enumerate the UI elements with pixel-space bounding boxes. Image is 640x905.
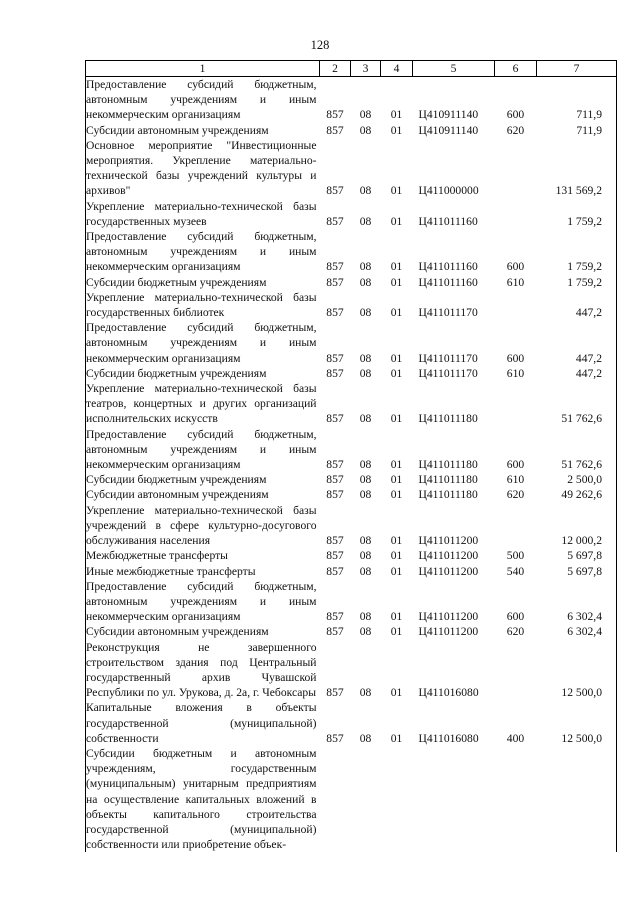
table-row	[86, 746, 617, 852]
row-description: Реконструкция не завершенного строительством здания под Центральный государственный архив Чувашской Республики по ул. Урукова, д. 2а, г. Чебоксары	[86, 640, 317, 700]
section-code: 08	[359, 610, 372, 624]
section-code: 08	[359, 625, 372, 639]
target-article-code: Ц411011200	[418, 549, 479, 563]
ministry-code: 857	[326, 564, 344, 578]
target-article-code: Ц411011180	[418, 473, 478, 487]
expense-type-code	[495, 503, 537, 549]
row-description: Предоставление субсидий бюджетным, автономным учреждениям и иным некоммерческим организациям	[86, 579, 317, 624]
ministry-code: 857	[326, 534, 344, 548]
expense-type-code: 620	[506, 123, 525, 137]
target-article-code: Ц411011170	[418, 366, 478, 380]
amount: 447,2	[575, 306, 602, 320]
subsection-code: 01	[390, 366, 403, 380]
target-article-code: Ц411011170	[418, 306, 478, 320]
target-article-code: Ц411016080	[418, 731, 479, 745]
expense-type-code: 610	[506, 275, 525, 289]
ministry-code: 857	[326, 412, 344, 426]
subsection-code: 01	[390, 610, 403, 624]
amount: 711,9	[576, 108, 602, 122]
table-row	[86, 138, 617, 199]
subsection-code: 01	[390, 625, 403, 639]
subsection-code: 01	[390, 534, 403, 548]
section-code: 08	[359, 686, 372, 700]
section-code: 08	[359, 184, 372, 198]
expense-type-code: 610	[506, 366, 525, 380]
target-article-code: Ц411011160	[418, 275, 478, 289]
section-code: 08	[359, 549, 372, 563]
ministry-code: 857	[326, 625, 344, 639]
table-row	[86, 123, 617, 138]
row-description: Укрепление материально-технической базы учреждений в сфере культурно-досугового обслуживания населения	[86, 503, 317, 548]
section-code	[351, 746, 381, 852]
budget-table	[85, 60, 617, 852]
ministry-code: 857	[326, 549, 344, 563]
table-row	[86, 275, 617, 290]
section-code: 08	[359, 306, 372, 320]
subsection-code: 01	[390, 686, 403, 700]
amount: 6 302,4	[567, 610, 602, 624]
expense-type-code: 620	[506, 625, 525, 639]
amount: 447,2	[575, 351, 602, 365]
header-row	[86, 61, 617, 77]
section-code: 08	[359, 275, 372, 289]
expense-type-code: 500	[506, 549, 525, 563]
subsection-code: 01	[390, 564, 403, 578]
table-row	[86, 229, 617, 275]
ministry-code: 857	[326, 488, 344, 502]
target-article-code: Ц411011180	[418, 458, 478, 472]
row-description: Предоставление субсидий бюджетным, автономным учреждениям и иным некоммерческим организациям	[86, 427, 317, 472]
row-description: Укрепление материально-технической базы театров, концертных и других организаций исполнительских искусств	[86, 382, 317, 426]
subsection-code: 01	[390, 412, 403, 426]
target-article-code: Ц411011180	[418, 488, 478, 502]
expense-type-code	[495, 746, 537, 852]
target-article-code: Ц410911140	[418, 108, 479, 122]
target-article-code: Ц411011200	[418, 625, 479, 639]
row-description: Укрепление материально-технической базы государственных музеев	[86, 199, 317, 228]
expense-type-code: 600	[506, 260, 525, 274]
row-description: Капитальные вложения в объекты государственной (муниципальной) собственности	[86, 701, 317, 745]
ministry-code: 857	[326, 306, 344, 320]
expense-type-code: 540	[506, 564, 525, 578]
expense-type-code	[495, 199, 537, 229]
amount: 711,9	[576, 123, 602, 137]
target-article-code: Ц411011180	[418, 412, 478, 426]
subsection-code: 01	[390, 473, 403, 487]
target-article-code: Ц410911140	[418, 123, 479, 137]
amount: 1 759,2	[567, 214, 602, 228]
expense-type-code	[495, 640, 537, 701]
section-code: 08	[359, 564, 372, 578]
ministry-code	[320, 746, 351, 852]
section-code: 08	[359, 366, 372, 380]
amount: 51 762,6	[561, 412, 602, 426]
row-description: Субсидии бюджетным учреждениям	[86, 473, 267, 487]
subsection-code: 01	[390, 214, 403, 228]
amount: 6 302,4	[567, 625, 602, 639]
row-description: Предоставление субсидий бюджетным, автономным учреждениям и иным некоммерческим организациям	[86, 230, 317, 274]
target-article-code: Ц411011200	[418, 534, 479, 548]
amount: 12 000,2	[561, 534, 602, 548]
page-number: 128	[310, 38, 330, 52]
subsection-code: 01	[390, 458, 403, 472]
subsection-code: 01	[390, 108, 403, 122]
section-code: 08	[359, 108, 372, 122]
target-article-code: Ц411016080	[418, 686, 479, 700]
ministry-code: 857	[326, 458, 344, 472]
amount: 12 500,0	[561, 686, 602, 700]
row-description: Субсидии бюджетным учреждениям	[86, 366, 267, 380]
subsection-code: 01	[390, 306, 403, 320]
section-code: 08	[359, 351, 372, 365]
section-code: 08	[359, 123, 372, 137]
ministry-code: 857	[326, 366, 344, 380]
subsection-code	[381, 746, 413, 852]
column-header: 3	[351, 61, 381, 77]
table-row	[86, 472, 617, 487]
section-code: 08	[359, 731, 372, 745]
expense-type-code	[495, 138, 537, 199]
column-header: 2	[320, 61, 351, 77]
ministry-code: 857	[326, 686, 344, 700]
amount	[537, 746, 617, 852]
section-code: 08	[359, 534, 372, 548]
expense-type-code: 400	[506, 731, 525, 745]
subsection-code: 01	[390, 184, 403, 198]
ministry-code: 857	[326, 108, 344, 122]
amount: 51 762,6	[561, 458, 602, 472]
target-article-code: Ц411011200	[418, 610, 479, 624]
row-description: Субсидии автономным учреждениям	[86, 123, 269, 137]
expense-type-code: 600	[506, 351, 525, 365]
ministry-code: 857	[326, 214, 344, 228]
table-row	[86, 548, 617, 563]
subsection-code: 01	[390, 731, 403, 745]
amount: 2 500,0	[567, 473, 602, 487]
section-code: 08	[359, 412, 372, 426]
subsection-code: 01	[390, 123, 403, 137]
column-header: 5	[413, 61, 495, 77]
target-article-code: Ц411000000	[418, 184, 479, 198]
subsection-code: 01	[390, 260, 403, 274]
amount: 131 569,2	[555, 184, 602, 198]
table-row	[86, 77, 617, 123]
column-header: 1	[86, 61, 320, 77]
expense-type-code: 610	[506, 473, 525, 487]
row-description: Укрепление материально-технической базы государственных библиотек	[86, 290, 317, 320]
table-row	[86, 487, 617, 502]
row-description: Субсидии бюджетным и автономным учреждениям, государственным (муниципальным) унитарным предприятиям на осуществление капитальных вложений в объекты капитального строительства государственной (муниципальной) собственности или приобретение объек-	[86, 746, 317, 852]
section-code: 08	[359, 488, 372, 502]
amount: 447,2	[575, 366, 602, 380]
row-description: Субсидии бюджетным учреждениям	[86, 275, 267, 289]
column-header: 4	[381, 61, 413, 77]
expense-type-code: 620	[506, 488, 525, 502]
target-article-code: Ц411011160	[418, 214, 478, 228]
ministry-code: 857	[326, 275, 344, 289]
table-row	[86, 579, 617, 625]
ministry-code: 857	[326, 351, 344, 365]
amount: 1 759,2	[567, 275, 602, 289]
ministry-code: 857	[326, 610, 344, 624]
amount: 5 697,8	[567, 564, 602, 578]
subsection-code: 01	[390, 275, 403, 289]
subsection-code: 01	[390, 351, 403, 365]
ministry-code: 857	[326, 731, 344, 745]
expense-type-code: 600	[506, 610, 525, 624]
expense-type-code: 600	[506, 108, 525, 122]
amount: 5 697,8	[567, 549, 602, 563]
expense-type-code	[495, 290, 537, 320]
expense-type-code: 600	[506, 458, 525, 472]
column-header: 6	[495, 61, 537, 77]
row-description: Межбюджетные трансферты	[86, 549, 228, 563]
ministry-code: 857	[326, 473, 344, 487]
table-row	[86, 366, 617, 381]
table-row	[86, 199, 617, 229]
amount: 49 262,6	[561, 488, 602, 502]
amount: 12 500,0	[561, 731, 602, 745]
amount: 1 759,2	[567, 260, 602, 274]
section-code: 08	[359, 458, 372, 472]
target-article-code: Ц411011170	[418, 351, 478, 365]
row-description: Субсидии автономным учреждениям	[86, 488, 269, 502]
table-row	[86, 381, 617, 427]
target-article-code: Ц411011160	[418, 260, 478, 274]
ministry-code: 857	[326, 184, 344, 198]
row-description: Основное мероприятие "Инвестиционные мероприятия. Укрепление материально-технической базы учреждений культуры и архивов"	[86, 138, 317, 198]
row-description: Иные межбюджетные трансферты	[86, 564, 256, 578]
table-row	[86, 290, 617, 320]
table-row	[86, 640, 617, 701]
table-row	[86, 700, 617, 746]
table-row	[86, 427, 617, 473]
column-header: 7	[537, 61, 617, 77]
table-row	[86, 503, 617, 549]
section-code: 08	[359, 260, 372, 274]
row-description: Предоставление субсидий бюджетным, автономным учреждениям и иным некоммерческим организациям	[86, 321, 317, 365]
expense-type-code	[495, 381, 537, 427]
ministry-code: 857	[326, 260, 344, 274]
row-description: Субсидии автономным учреждениям	[86, 625, 269, 639]
target-article-code	[413, 746, 495, 852]
ministry-code: 857	[326, 123, 344, 137]
table-row	[86, 564, 617, 579]
section-code: 08	[359, 473, 372, 487]
subsection-code: 01	[390, 549, 403, 563]
row-description: Предоставление субсидий бюджетным, автономным учреждениям и иным некоммерческим организациям	[86, 78, 317, 122]
table-row	[86, 624, 617, 639]
subsection-code: 01	[390, 488, 403, 502]
table-row	[86, 320, 617, 366]
section-code: 08	[359, 214, 372, 228]
target-article-code: Ц411011200	[418, 564, 479, 578]
